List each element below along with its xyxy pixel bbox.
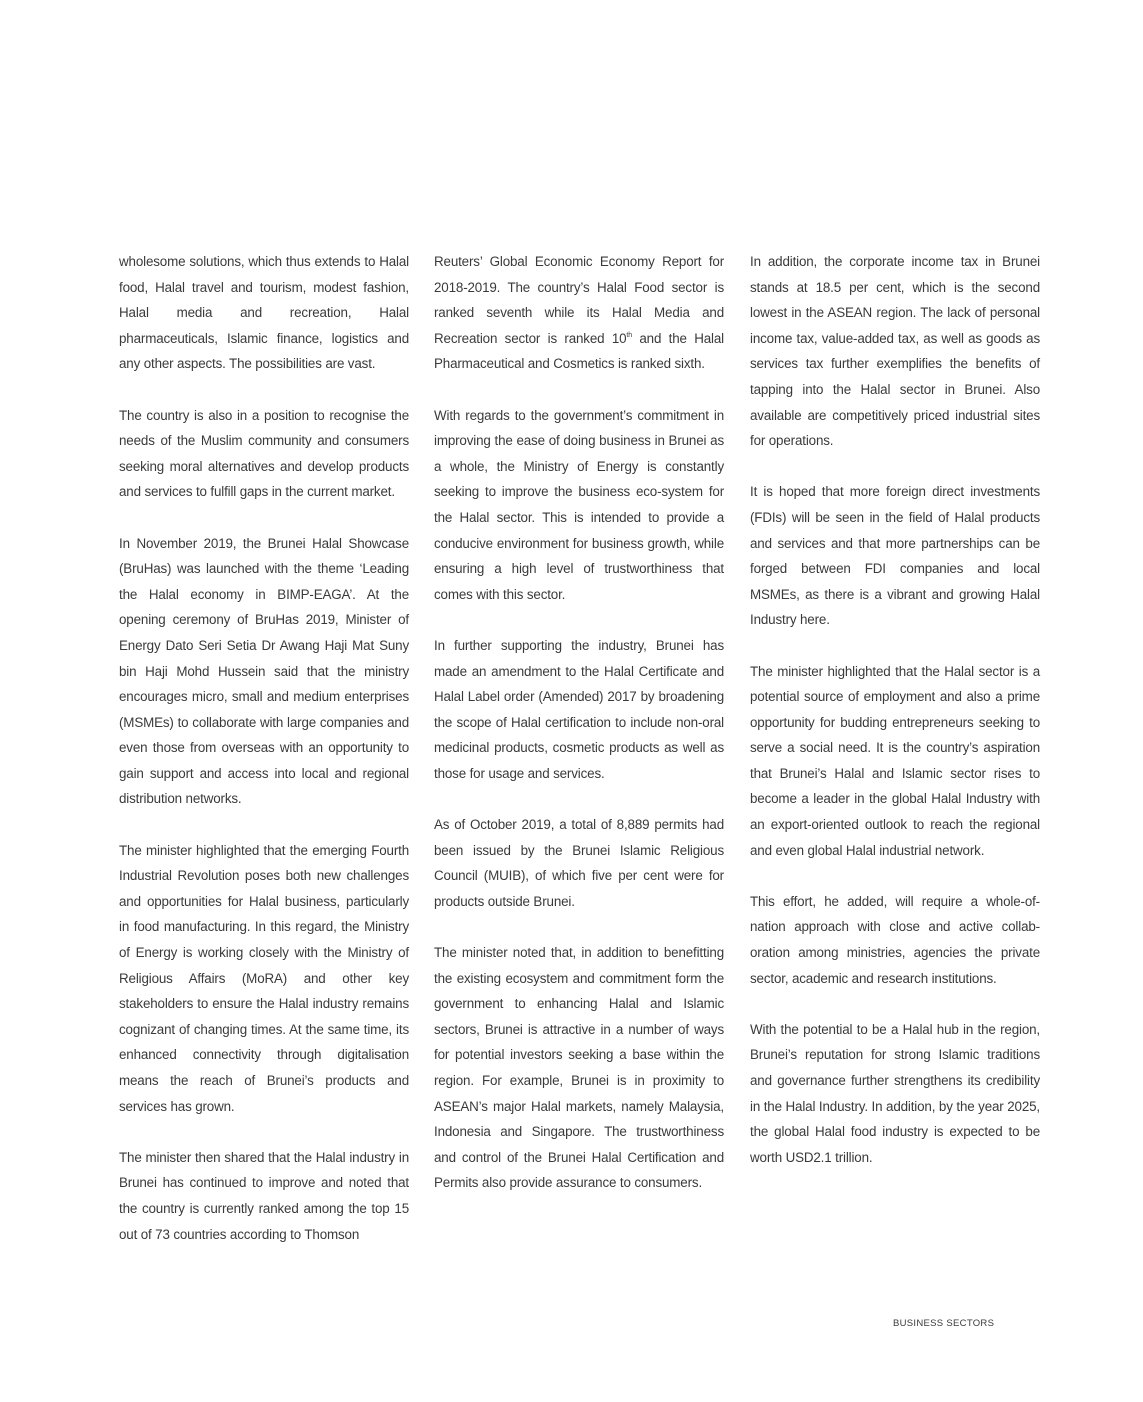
paragraph: The country is also in a position to recognise the needs of the Muslim community and consumers seeking moral alternatives and develop products and services to fulfill gaps in the current market. [119, 407, 409, 500]
paragraph: The minister highlighted that the emerging Fourth Industrial Revolution poses both new challenges and opportunities for Halal business, particularly in food manufacturing. In this regard, the Ministry of Energy is working closely with the Ministry of Religious Affairs (MoRA) and other key stakeholders to ensure the Halal industry remains cognizant of changing times. At the same time, its enhanced connectivity through digitalisation means the reach of Brunei’s products and services has grown. [119, 842, 409, 1114]
text-column-3 [750, 249, 1040, 1170]
paragraph [434, 249, 724, 377]
paragraph: In November 2019, the Brunei Halal Showcase (BruHas) was launched with the theme ‘Leading the Halal economy in BIMP-EAGA’. At the opening ceremony of BruHas 2019, Minister of Energy Dato Seri Setia Dr Awang Haji Mat Suny bin Haji Mohd Hussein said that the ministry encourages micro, small and medium enterprises (MSMEs) to collaborate with large companies and even those from overseas with an opportunity to gain support and access into local and regional distribution networks. [119, 535, 409, 807]
paragraph: As of October 2019, a total of 8,889 permits had been issued by the Brunei Islamic Religious Council (MUIB), of which five per cent were for products outside Brunei. [434, 817, 724, 909]
text-column-1 [119, 249, 409, 1247]
section-footer-label: BUSINESS SECTORS [893, 1318, 995, 1329]
paragraph: With regards to the government’s commitment in improving the ease of doing business in Brunei as a whole, the Ministry of Energy is constantly seeking to improve the business eco-system for the Halal sector. This is intended to provide a conducive environment for business growth, while ensuring a high level of trustworthiness that comes with this sector. [434, 407, 724, 602]
ordinal-superscript: th [626, 331, 632, 339]
paragraph: This effort, he added, will require a whole-of-nation approach with close and active collab-oration among ministries, agencies the private sector, academic and research institutions. [750, 893, 1040, 986]
text-column-2 [434, 249, 724, 1196]
paragraph: The minister noted that, in addition to benefitting the existing ecosystem and commitment form the government to enhancing Halal and Islamic sectors, Brunei is attractive in a number of ways for potential investors seeking a base within the region. For example, Brunei is in proximity to ASEAN’s major Halal markets, namely Malaysia, Indonesia and Singapore. The trustworthiness and control of the Brunei Halal Certification and Permits also provide assurance to consumers. [434, 945, 724, 1191]
paragraph-text: Reuters’ Global Economic Economy Report for 2018-2019. The country’s Halal Food sector is ranked seventh while its Halal Media and Recreation sector is ranked 10 [434, 254, 724, 346]
paragraph-text-continued: and the Halal Pharmaceutical and Cosmetics is ranked sixth. [434, 330, 724, 372]
paragraph: It is hoped that more foreign direct investments (FDIs) will be seen in the field of Halal products and services and that more partnerships can be forged between FDI companies and local MSMEs, as there is a vibrant and growing Halal Industry here. [750, 484, 1040, 628]
paragraph: The minister then shared that the Halal industry in Brunei has continued to improve and noted that the country is currently ranked among the top 15 out of 73 countries according to Thomson [119, 1149, 409, 1242]
paragraph: In further supporting the industry, Brunei has made an amendment to the Halal Certificate and Halal Label order (Amended) 2017 by broadening the scope of Halal certification to include non-oral medicinal products, cosmetic products as well as those for usage and services. [434, 637, 724, 781]
paragraph: With the potential to be a Halal hub in the region, Brunei’s reputation for strong Islamic traditions and governance further strengthens its credibility in the Halal Industry. In addition, by the year 2025, the global Halal food industry is expected to be worth USD2.1 trillion. [750, 1021, 1040, 1165]
paragraph: wholesome solutions, which thus extends to Halal food, Halal travel and tourism, modest fashion, Halal media and recreation, Halal pharmaceuticals, Islamic finance, logistics and any other aspects. The possibilities are vast. [119, 254, 409, 372]
paragraph: In addition, the corporate income tax in Brunei stands at 18.5 per cent, which is the second lowest in the ASEAN region. The lack of personal income tax, value-added tax, as well as goods as services tax further exemplifies the benefits of tapping into the Halal sector in Brunei. Also available are competitively priced industrial sites for operations. [750, 254, 1040, 449]
paragraph: The minister highlighted that the Halal sector is a potential source of employment and also a prime opportunity for budding entrepreneurs seeking to serve a social need. It is the country’s aspiration that Brunei’s Halal and Islamic sector rises to become a leader in the global Halal Industry with an export-oriented outlook to reach the regional and even global Halal industrial network. [750, 663, 1040, 858]
